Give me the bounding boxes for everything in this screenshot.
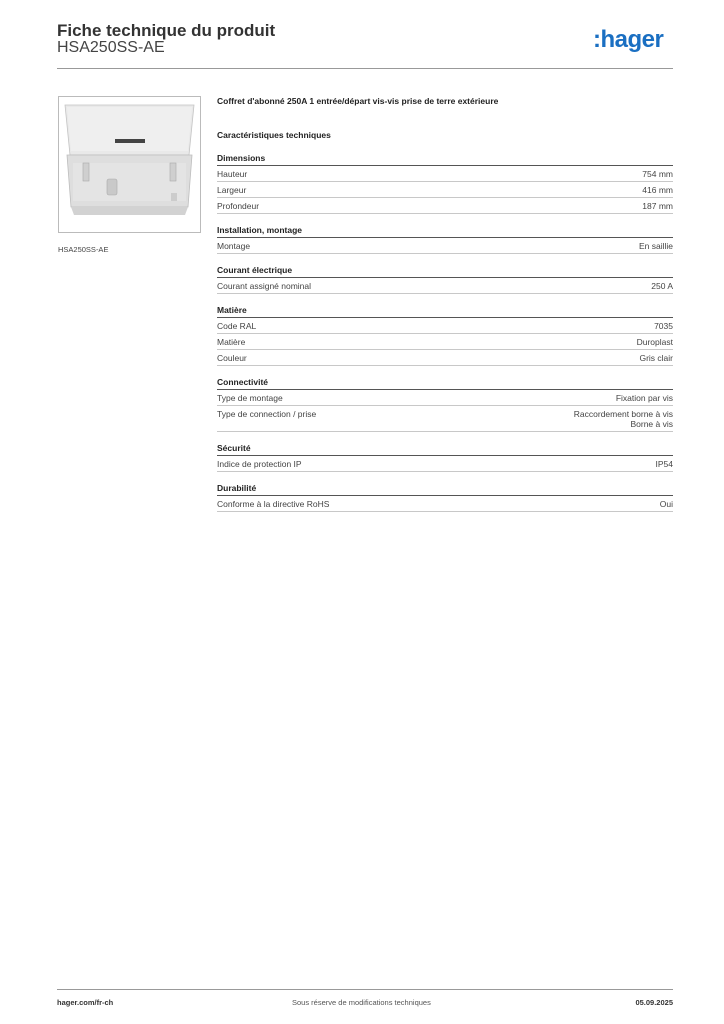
- spec-label: Code RAL: [217, 321, 257, 331]
- spec-row: [217, 166, 673, 182]
- section-title: Sécurité: [217, 443, 673, 456]
- section-durability: [217, 483, 673, 512]
- spec-label: Profondeur: [217, 201, 260, 211]
- spec-label: Conforme à la directive RoHS: [217, 499, 330, 509]
- spec-row: [217, 318, 673, 334]
- spec-label: Type de connection / prise: [217, 409, 317, 419]
- section-title: Durabilité: [217, 483, 673, 496]
- spec-label: Largeur: [217, 185, 247, 195]
- section-connectivity: [217, 377, 673, 432]
- product-description: Coffret d'abonné 250A 1 entrée/départ vis-vis prise de terre extérieure: [217, 96, 499, 106]
- spec-row: [217, 456, 673, 472]
- spec-value: 7035: [654, 321, 673, 331]
- section-title: Installation, montage: [217, 225, 673, 238]
- image-caption: HSA250SS-AE: [58, 245, 109, 254]
- product-image: [58, 96, 201, 233]
- spec-row: [217, 278, 673, 294]
- section-material: [217, 305, 673, 366]
- section-title: Connectivité: [217, 377, 673, 390]
- page-title: Fiche technique du produit: [57, 21, 276, 40]
- section-title: Courant électrique: [217, 265, 673, 278]
- spec-label: Hauteur: [217, 169, 248, 179]
- spec-content: [217, 96, 673, 523]
- spec-label: Indice de protection IP: [217, 459, 302, 469]
- section-title: Matière: [217, 305, 673, 318]
- spec-row: [217, 238, 673, 254]
- spec-value: [574, 409, 673, 429]
- section-dimensions: [217, 153, 673, 214]
- spec-value: En saillie: [638, 241, 673, 251]
- spec-value-line: Raccordement borne à vis: [573, 409, 673, 419]
- section-title: Dimensions: [217, 153, 673, 166]
- spec-value: 250 A: [651, 281, 673, 291]
- spec-row: [217, 390, 673, 406]
- tech-characteristics-title: Caractéristiques techniques: [217, 130, 331, 140]
- spec-label: Couleur: [217, 353, 247, 363]
- spec-value: 754 mm: [642, 169, 673, 179]
- spec-label: Courant assigné nominal: [217, 281, 312, 291]
- spec-value: Gris clair: [639, 353, 673, 363]
- spec-row: [217, 198, 673, 214]
- spec-row: [217, 182, 673, 198]
- spec-label: Montage: [217, 241, 251, 251]
- section-current: [217, 265, 673, 294]
- spec-row: [217, 496, 673, 512]
- footer-website-link[interactable]: hager.com/fr-ch: [57, 998, 114, 1007]
- spec-value: Fixation par vis: [615, 393, 673, 403]
- spec-row: [217, 334, 673, 350]
- spec-label: Type de montage: [217, 393, 283, 403]
- spec-value-line: Borne à vis: [630, 419, 673, 429]
- footer-disclaimer: Sous réserve de modifications techniques: [292, 998, 431, 1007]
- spec-label: Matière: [217, 337, 246, 347]
- product-code: HSA250SS-AE: [57, 39, 165, 56]
- spec-row: [217, 350, 673, 366]
- spec-row: [217, 406, 673, 432]
- spec-value: Duroplast: [636, 337, 673, 347]
- section-installation: [217, 225, 673, 254]
- footer-divider: [57, 989, 673, 990]
- spec-value: IP54: [655, 459, 673, 469]
- spec-value: 416 mm: [642, 185, 673, 195]
- section-security: [217, 443, 673, 472]
- spec-value: Oui: [659, 499, 673, 509]
- footer-date: 05.09.2025: [635, 998, 673, 1007]
- header-divider: [57, 68, 673, 69]
- spec-value: 187 mm: [642, 201, 673, 211]
- hager-logo[interactable]: :hager: [593, 26, 664, 53]
